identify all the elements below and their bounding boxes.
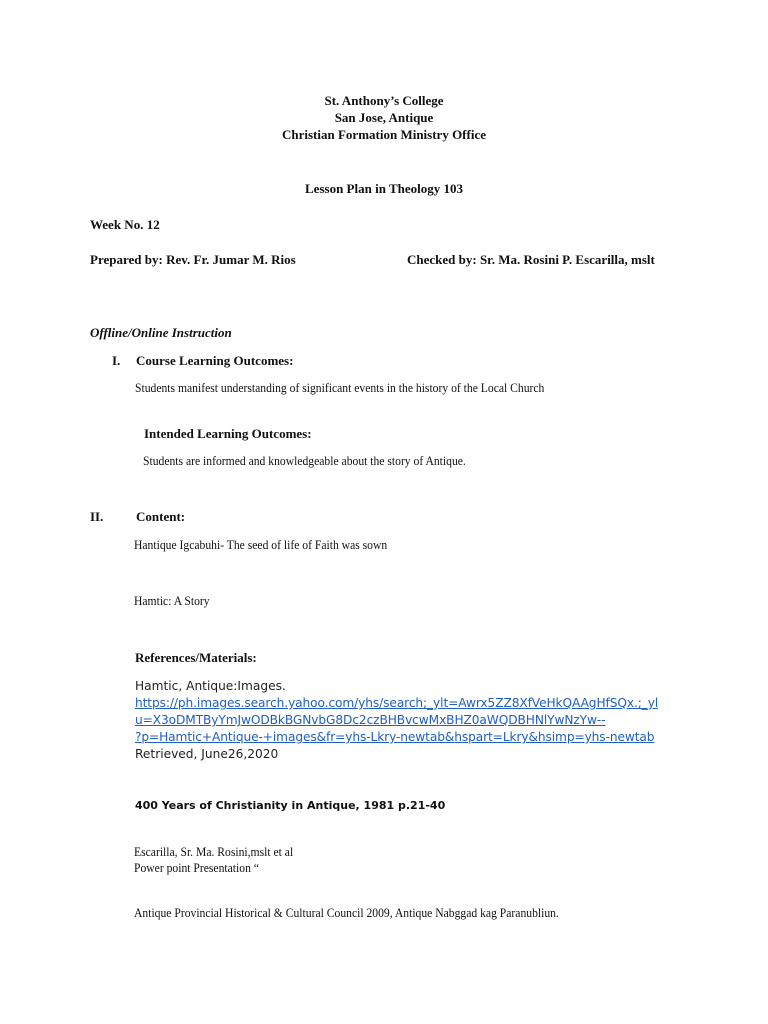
reference-1-link-line-1[interactable]: https://ph.images.search.yahoo.com/yhs/search;_ylt=Awrx5ZZ8XfVeHkQAAgHfSQx.;_yl — [135, 696, 659, 710]
content-item-1 — [134, 538, 406, 553]
instruction-mode: Offline/Online Instruction — [90, 325, 232, 340]
content-item-2 — [134, 594, 215, 609]
ilo-title: Intended Learning Outcomes: — [144, 426, 312, 441]
prepared-by: Prepared by: Rev. Fr. Jumar M. Rios — [90, 252, 296, 267]
reference-3-line-2-inner: Power point Presentation “ — [134, 861, 259, 875]
section-2-number: II. — [90, 509, 104, 524]
reference-4-inner: Antique Provincial Historical & Cultural Council 2009, Antique Nabggad kag Paranubliun. — [134, 906, 559, 920]
reference-4 — [134, 906, 591, 921]
reference-3-line-1-inner: Escarilla, Sr. Ma. Rosini,mslt et al — [134, 845, 294, 859]
institution-location: San Jose, Antique — [334, 110, 434, 125]
reference-2: 400 Years of Christianity in Antique, 1981 p.21-40 — [135, 799, 446, 812]
content-item-2-inner: Hamtic: A Story — [134, 594, 210, 608]
reference-1-label: Hamtic, Antique:Images. — [135, 679, 286, 693]
course-outcome-text-inner: Students manifest understanding of significant events in the history of the Local Church — [135, 381, 545, 395]
reference-3-line-2 — [134, 861, 268, 876]
content-item-1-inner: Hantique Igcabuhi- The seed of life of Faith was sown — [134, 538, 388, 552]
reference-1-link-line-2[interactable]: u=X3oDMTByYmJwODBkBGNvbG8Dc2czBHBvcwMxBHZ0aWQDBHNlYwNzYw-- — [135, 713, 606, 727]
week-number: Week No. 12 — [90, 217, 160, 232]
office-name: Christian Formation Ministry Office — [282, 127, 486, 142]
section-1-number: I. — [112, 353, 121, 368]
ilo-text — [143, 454, 490, 469]
reference-3-line-1 — [134, 845, 305, 860]
ilo-text-inner: Students are informed and knowledgeable about the story of Antique. — [143, 454, 466, 468]
reference-1-retrieved: Retrieved, June26,2020 — [135, 747, 279, 761]
references-title: References/Materials: — [135, 650, 257, 665]
reference-1-link-line-3[interactable]: ?p=Hamtic+Antique-+images&fr=yhs-Lkry-newtab&hspart=Lkry&hsimp=yhs-newtab — [135, 730, 655, 744]
lesson-title: Lesson Plan in Theology 103 — [305, 181, 463, 196]
checked-by: Checked by: Sr. Ma. Rosini P. Escarilla, mslt — [407, 252, 655, 267]
section-2-title: Content: — [136, 509, 186, 524]
section-1-title: Course Learning Outcomes: — [136, 353, 294, 368]
institution-name: St. Anthony’s College — [324, 93, 444, 108]
course-outcome-text — [135, 381, 575, 396]
